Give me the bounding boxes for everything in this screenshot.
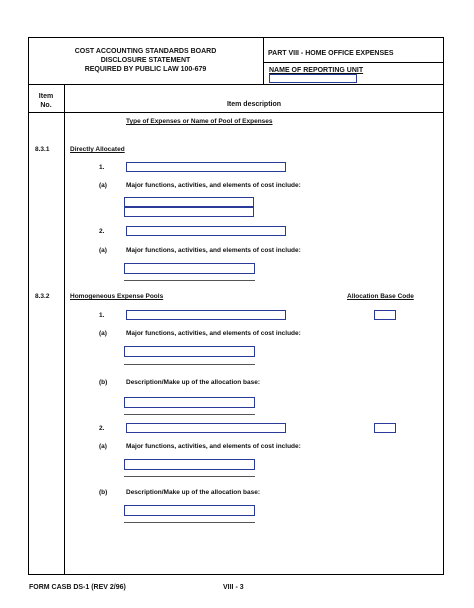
form-id: FORM CASB DS-1 (REV 2/96) — [29, 584, 126, 591]
entry-2-a-text: Major functions, activities, and elements of cost include: — [126, 247, 301, 254]
pool-1-a-text: Major functions, activities, and elements of cost include: — [126, 330, 301, 337]
pool-1-b-rule — [124, 414, 255, 415]
board-title — [28, 47, 263, 74]
item-description-header: Item description — [226, 101, 282, 108]
reporting-unit-label: NAME OF REPORTING UNIT — [269, 67, 364, 74]
item-column-divider — [64, 84, 65, 575]
entry-2-a-field[interactable] — [124, 263, 255, 274]
pool-2-allocation-code-field[interactable] — [374, 423, 396, 433]
section-8-3-2-number: 8.3.2 — [35, 293, 50, 300]
section-8-3-1-number: 8.3.1 — [35, 146, 50, 153]
pool-1-b-text: Description/Make up of the allocation base: — [126, 379, 260, 386]
board-line-1: COST ACCOUNTING STANDARDS BOARD — [74, 48, 217, 55]
pool-1-allocation-code-field[interactable] — [374, 310, 396, 320]
pool-2-a-label: (a) — [99, 443, 107, 450]
pool-2-a-field[interactable] — [124, 459, 255, 470]
entry-2-number: 2. — [99, 228, 105, 235]
pool-2-b-field[interactable] — [124, 505, 255, 516]
section-8-3-1-title: Directly Allocated — [70, 146, 125, 153]
entry-2-a-rule — [124, 280, 255, 281]
pool-2-b-rule — [124, 522, 255, 523]
expense-type-subheading: Type of Expenses or Name of Pool of Expenses — [126, 118, 273, 125]
pool-1-a-rule — [124, 364, 255, 365]
entry-2-a-label: (a) — [99, 247, 107, 254]
board-line-3: REQUIRED BY PUBLIC LAW 100-679 — [84, 66, 207, 73]
pool-1-b-field[interactable] — [124, 397, 255, 408]
pool-2-a-rule — [124, 476, 255, 477]
header-vertical-divider — [263, 37, 264, 84]
pool-1-a-label: (a) — [99, 330, 107, 337]
pool-1-number: 1. — [99, 312, 105, 319]
board-line-2: DISCLOSURE STATEMENT — [100, 57, 191, 64]
item-no-line-2: No. — [40, 102, 52, 109]
entry-2-expense-name-field[interactable] — [126, 226, 286, 236]
section-8-3-2-title: Homogeneous Expense Pools — [70, 293, 164, 300]
column-header-divider — [28, 112, 444, 113]
pool-2-name-field[interactable] — [126, 423, 286, 433]
header-divider — [28, 84, 444, 85]
page-number: VIII - 3 — [223, 584, 244, 591]
pool-1-a-field[interactable] — [124, 346, 255, 357]
pool-2-b-label: (b) — [99, 489, 108, 496]
pool-2-b-text: Description/Make up of the allocation base: — [126, 489, 260, 496]
reporting-unit-field[interactable] — [269, 74, 357, 83]
entry-1-a-field-2[interactable] — [124, 207, 254, 217]
entry-1-number: 1. — [99, 164, 105, 171]
entry-1-a-field-1[interactable] — [124, 197, 254, 207]
item-no-line-1: Item — [38, 93, 54, 100]
entry-1-a-text: Major functions, activities, and elements of cost include: — [126, 182, 301, 189]
item-no-header — [28, 92, 64, 110]
pool-2-number: 2. — [99, 425, 105, 432]
part-title-divider — [263, 62, 444, 63]
pool-1-b-label: (b) — [99, 379, 108, 386]
entry-1-a-label: (a) — [99, 182, 107, 189]
pool-2-a-text: Major functions, activities, and elements of cost include: — [126, 443, 301, 450]
part-title: PART VIII - HOME OFFICE EXPENSES — [268, 50, 394, 57]
pool-1-name-field[interactable] — [126, 310, 286, 320]
allocation-base-code-header: Allocation Base Code — [347, 293, 414, 300]
entry-1-expense-name-field[interactable] — [126, 162, 286, 172]
